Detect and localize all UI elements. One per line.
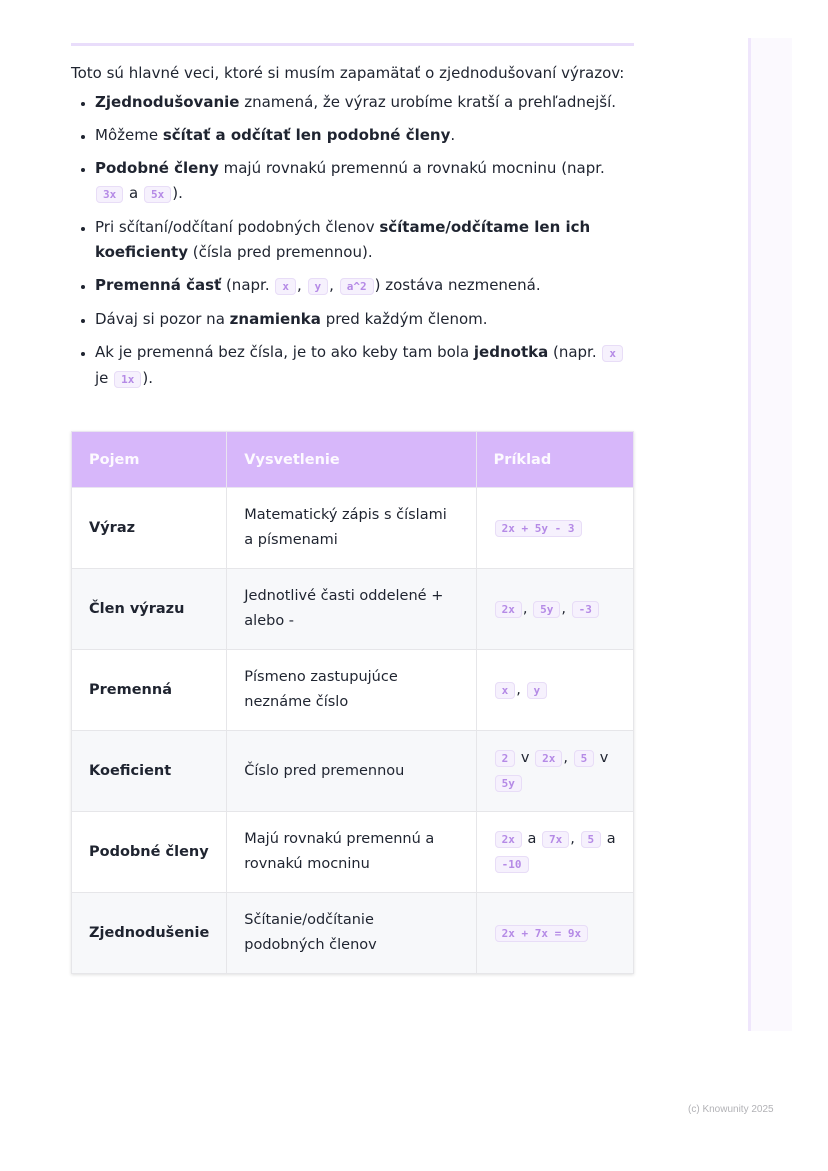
term-cell: Výraz (72, 488, 227, 569)
table-row (72, 812, 634, 893)
code-snippet: 2 (495, 750, 516, 767)
text: , (561, 600, 571, 617)
code-snippet: y (527, 682, 548, 699)
bold-term: znamienka (229, 310, 321, 328)
code-snippet: 5 (581, 831, 602, 848)
top-divider (71, 43, 634, 46)
code-snippet: a^2 (340, 278, 374, 295)
text: , (329, 276, 339, 294)
text: v (595, 750, 609, 766)
table-row (72, 893, 634, 974)
code-snippet: 7x (542, 831, 569, 848)
table-header-row (72, 432, 634, 488)
code-snippet: 2x + 5y - 3 (495, 520, 582, 537)
text: a (124, 184, 143, 202)
column-header-example: Príklad (476, 432, 633, 488)
list-item (95, 123, 634, 148)
example-cell (476, 650, 633, 731)
description-cell: Matematický zápis s číslami a písmenami (227, 488, 476, 569)
text: , (516, 681, 526, 698)
bold-term: sčítať a odčítať len podobné členy (162, 126, 451, 144)
code-snippet: 1x (114, 371, 141, 388)
code-snippet: x (275, 278, 296, 295)
text: (napr. (221, 276, 275, 294)
text: ). (142, 369, 154, 387)
term-cell: Podobné členy (72, 812, 227, 893)
column-header-explanation: Vysvetlenie (227, 432, 476, 488)
code-snippet: x (495, 682, 516, 699)
key-points-list (71, 90, 634, 392)
code-snippet: 5x (144, 186, 171, 203)
text: , (570, 831, 580, 847)
text: (napr. (548, 343, 602, 361)
bold-term: jednotka (473, 343, 549, 361)
code-snippet: -3 (572, 601, 599, 618)
text: znamená, že výraz urobíme kratší a prehľadnejší. (239, 93, 617, 111)
description-cell: Písmeno zastupujúce neznáme číslo (227, 650, 476, 731)
term-cell: Zjednodušenie (72, 893, 227, 974)
code-snippet: y (308, 278, 329, 295)
text: , (296, 276, 307, 294)
code-snippet: x (602, 345, 623, 362)
text: majú rovnakú premennú a rovnakú mocninu (napr. (218, 159, 605, 177)
text: Ak je premenná bez čísla, je to ako keby tam bola (95, 343, 474, 361)
example-cell (476, 731, 633, 812)
text: pred každým členom. (320, 310, 488, 328)
list-item (95, 90, 634, 115)
copyright-footer: (c) Knowunity 2025 (688, 1104, 774, 1115)
text: ) zostáva nezmenená. (374, 276, 541, 294)
text: Dávaj si pozor na (95, 310, 230, 328)
list-item (95, 215, 634, 265)
text: v (516, 750, 535, 766)
list-item (95, 307, 634, 332)
list-item (95, 273, 634, 299)
list-item (95, 156, 634, 207)
text: , (522, 600, 533, 617)
text: je (95, 369, 114, 387)
example-cell (476, 569, 633, 650)
bold-term: Podobné členy (95, 159, 219, 177)
code-snippet: 5 (574, 750, 595, 767)
text: (čísla pred premennou). (188, 243, 373, 261)
text: a (602, 831, 616, 847)
text: ). (172, 184, 183, 202)
code-snippet: 2x + 7x = 9x (495, 925, 588, 942)
terms-table (71, 431, 634, 974)
intro-text: Toto sú hlavné veci, ktoré si musím zapamätať o zjednodušovaní výrazov: (71, 64, 625, 82)
code-snippet: -10 (495, 856, 529, 873)
example-cell (476, 488, 633, 569)
table-row (72, 650, 634, 731)
text: Pri sčítaní/odčítaní podobných členov (95, 218, 380, 236)
example-cell (476, 893, 633, 974)
table-row (72, 488, 634, 569)
code-snippet: 2x (495, 831, 522, 848)
table-row (72, 731, 634, 812)
text: , (563, 750, 573, 766)
code-snippet: 3x (96, 186, 123, 203)
description-cell: Majú rovnakú premennú a rovnakú mocninu (227, 812, 476, 893)
list-item (95, 340, 634, 392)
right-margin-panel (748, 38, 792, 1031)
description-cell: Sčítanie/odčítanie podobných členov (227, 893, 476, 974)
table-row (72, 569, 634, 650)
term-cell: Koeficient (72, 731, 227, 812)
code-snippet: 5y (495, 775, 522, 792)
example-cell (476, 812, 633, 893)
code-snippet: 2x (535, 750, 562, 767)
note-content (71, 60, 634, 400)
text: Môžeme (95, 126, 163, 144)
text: a (522, 831, 542, 847)
term-cell: Člen výrazu (72, 569, 227, 650)
code-snippet: 5y (533, 601, 560, 618)
description-cell: Jednotlivé časti oddelené + alebo - (227, 569, 476, 650)
code-snippet: 2x (495, 601, 522, 618)
description-cell: Číslo pred premennou (227, 731, 476, 812)
term-cell: Premenná (72, 650, 227, 731)
text: . (450, 126, 456, 144)
bold-term: sčítame/odčítame len ich koeficienty (95, 218, 591, 261)
column-header-term: Pojem (72, 432, 227, 488)
bold-term: Zjednodušovanie (95, 93, 240, 111)
bold-term: Premenná časť (95, 276, 222, 294)
